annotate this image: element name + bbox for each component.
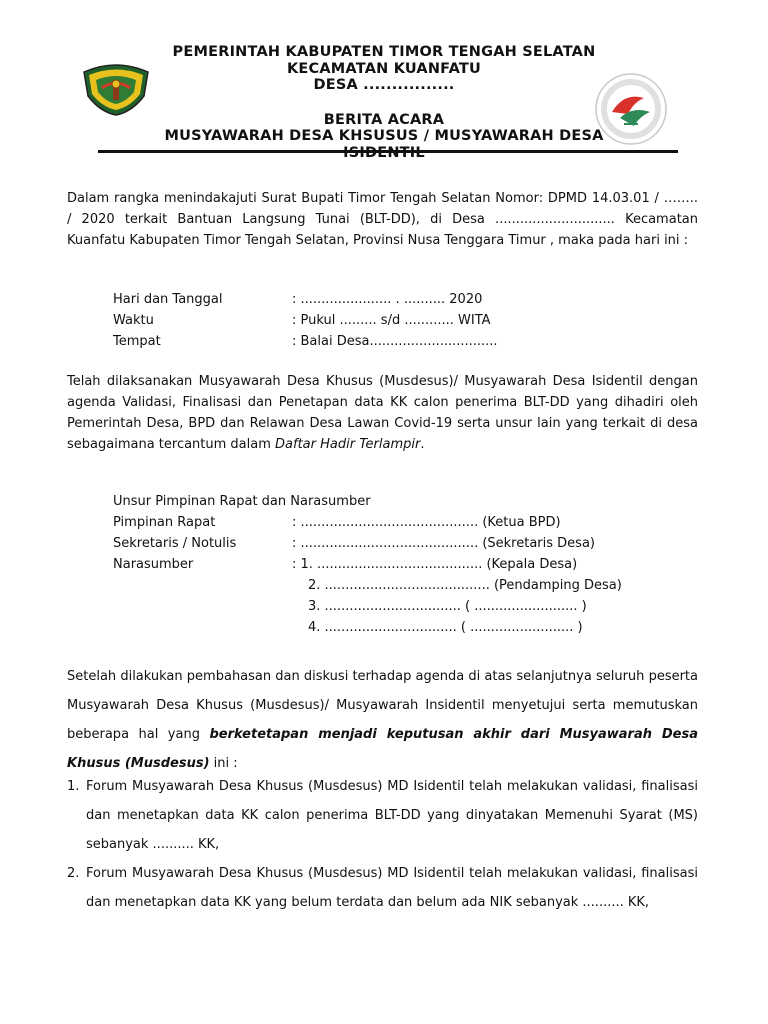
document-subtitle: MUSYAWARAH DESA KHSUSUS / MUSYAWARAH DESA <box>164 128 604 144</box>
attendance-reference: Daftar Hadir Terlampir <box>275 437 421 452</box>
district-name: KECAMATAN KUANFATU <box>287 60 481 77</box>
intro-paragraph: Dalam rangka menindakajuti Surat Bupati Timor Tengah Selatan Nomor: DPMD 14.03.01 / …….. / 2020 terkait Bantuan Langsung Tunai (BLT-DD), di Desa ............................. Kecamatan Kuanfatu Kabupaten Timor Tengah Selatan, Provinsi Nusa Tenggara Timur , maka pada hari ini : <box>67 191 698 248</box>
village-name: DESA ................ <box>313 77 455 93</box>
decision-paragraph: Setelah dilakukan pembahasan dan diskusi terhadap agenda di atas selanjutnya seluruh peserta Musyawarah Desa Khusus (Musdesus)/ Musyawarah Insidentil menyetujui serta memutuskan beberapa hal yang berketetapan menjadi keputusan akhir dari Musyawarah Desa Khusus (Musdesus) ini : <box>67 669 698 771</box>
list-item: 1. Forum Musyawarah Desa Khusus (Musdesus) MD Isidentil telah melakukan validasi, finalisasi dan menetapkan data KK calon penerima BLT-DD yang dinyatakan Memenuhi Syarat (MS) sebanyak .......... KK, <box>67 779 698 852</box>
government-name: PEMERINTAH KABUPATEN TIMOR TENGAH SELATAN <box>172 44 596 60</box>
decision-emphasis: berketetapan menjadi keputusan akhir dari Musyawarah Desa Khusus (Musdesus) <box>67 727 698 771</box>
decision-list <box>67 772 698 917</box>
header-divider <box>98 150 678 153</box>
letterhead <box>110 44 658 160</box>
document-title: BERITA ACARA <box>323 111 445 128</box>
list-item: 2. Forum Musyawarah Desa Khusus (Musdesus) MD Isidentil telah melakukan validasi, finalisasi dan menetapkan data KK yang belum terdata dan belum ada NIK sebanyak .......... KK, <box>67 866 698 910</box>
meeting-paragraph: Telah dilaksanakan Musyawarah Desa Khusus (Musdesus)/ Musyawarah Desa Isidentil dengan agenda Validasi, Finalisasi dan Penetapan data KK calon penerima BLT-DD yang dihadiri oleh Pemerintah Desa, BPD dan Relawan Desa Lawan Covid-19 serta unsur lain yang terkait di desa sebagaimana tercantum dalam Daftar Hadir Terlampir. <box>67 374 698 452</box>
